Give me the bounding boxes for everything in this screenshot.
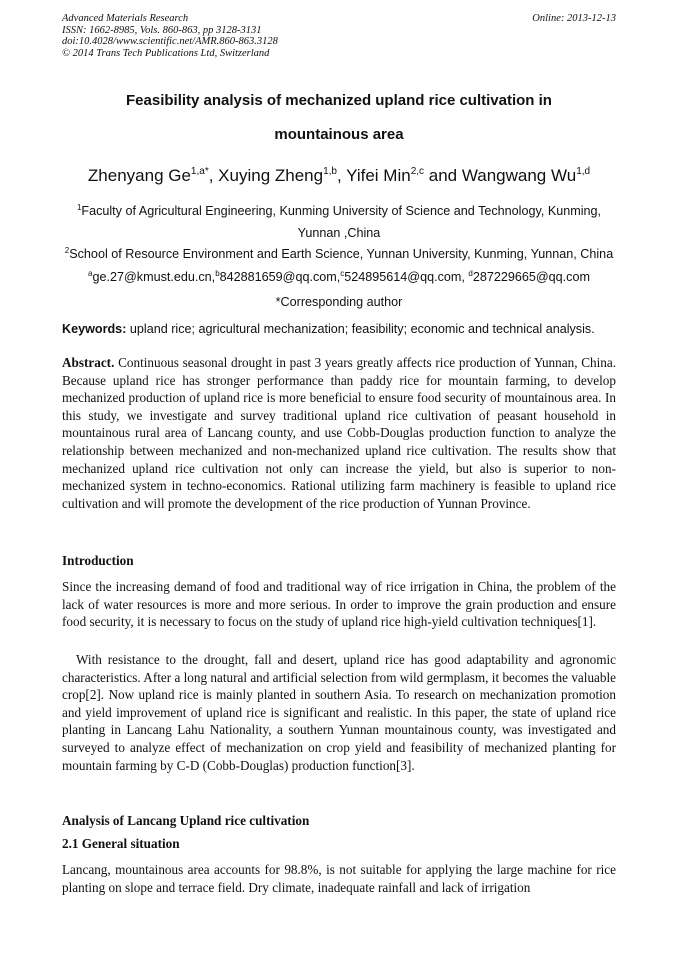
journal-header — [62, 13, 616, 59]
introduction-heading: Introduction — [62, 553, 134, 568]
paper-title-line-2: mountainous area — [274, 126, 404, 143]
affiliation-2 — [62, 243, 616, 265]
journal-issn: ISSN: 1662-8985, Vols. 860-863, pp 3128-3131 — [62, 24, 262, 36]
paper-title-line-1: Feasibility analysis of mechanized upland rice cultivation in — [126, 92, 552, 109]
keywords-text: upland rice; agricultural mechanization; feasibility; economic and technical analysis. — [126, 322, 595, 336]
author-separator: , — [208, 166, 219, 185]
affiliation-1 — [62, 200, 616, 244]
online-date: Online: 2013-12-13 — [532, 13, 616, 24]
email-marker: c — [340, 269, 345, 278]
author-separator: , — [336, 166, 347, 185]
email-marker: b — [215, 269, 220, 278]
abstract-label: Abstract. — [62, 355, 115, 370]
introduction-paragraph-1: Since the increasing demand of food and traditional way of rice irrigation in China, the problem of the lack of water resources is more and more serious. In order to improve the grain production and ensure food security, it is necessary to focus on the study of upland rice high-yield cultivation techniques[1]. — [62, 579, 616, 630]
author-name: Yifei Min — [346, 166, 411, 185]
author-superscript: 2,c — [410, 166, 425, 177]
email-address: 842881659@qq.com, — [219, 270, 341, 284]
author-name: Wangwang Wu — [461, 166, 577, 185]
affiliation-marker: 2 — [64, 246, 70, 255]
email-marker: a — [88, 269, 93, 278]
abstract-text: Continuous seasonal drought in past 3 years greatly affects rice production of Yunnan, China. Because upland rice has stronger performance than paddy rice for mountain farming, to develop mechanized production of upland rice is more beneficial to ensure food security of mountainous area. In this study, we investigate and survey traditional upland rice cultivation of peasant household in mountainous rural area of Lancang county, and use Cobb-Douglas production function to analyze the relationship between mechanized and non-mechanized upland rice cultivation. The results show that mechanized upland rice cultivation not only can increase the yield, but also is superior to non-mechanized system in techno-economics. Rational utilizing farm machinery is feasible to upland rice cultivation and will promote the development of the rice production of Yunnan Province. — [62, 355, 616, 511]
email-address: ge.27@kmust.edu.cn, — [92, 270, 216, 284]
email-address: 524895614@qq.com, — [344, 270, 469, 284]
author-superscript: 1,b — [323, 166, 337, 177]
author-name: Zhenyang Ge — [87, 166, 191, 185]
analysis-heading: Analysis of Lancang Upland rice cultivation — [62, 813, 310, 828]
affiliation-text: Faculty of Agricultural Engineering, Kunming University of Science and Technology, Kunming, Yunnan ,China — [81, 204, 602, 240]
author-name: Xuying Zheng — [218, 166, 324, 185]
introduction-paragraph-2: With resistance to the drought, fall and desert, upland rice has good adaptability and agronomic characteristics. After a long natural and artificial selection from wild germplasm, it becomes the valuable crop[2]. Now upland rice is mainly planted in southern Asia. To research on mechanization promotion and yield improvement of upland rice is significant and realistic. In this paper, the state of upland rice planting in Lancang Lahu Nationality, a southern Yunnan mountainous county, was investigated and surveyed to analyze effect of mechanization on crop yield and feasibility of mechanized planting for mountain farming by C-D (Cobb-Douglas) production function[3]. — [62, 652, 616, 773]
journal-name: Advanced Materials Research — [62, 13, 189, 24]
keywords — [62, 322, 616, 336]
journal-copyright: © 2014 Trans Tech Publications Ltd, Switzerland — [62, 47, 270, 59]
author-superscript: 1,a* — [190, 166, 209, 177]
abstract — [62, 354, 616, 512]
author-list — [40, 166, 638, 186]
email-marker: d — [468, 269, 473, 278]
general-situation-paragraph: Lancang, mountainous area accounts for 98.8%, is not suitable for applying the large machine for rice planting on slope and terrace field. Dry climate, inadequate rainfall and lack of irrigation — [62, 862, 616, 895]
affiliation-text: School of Resource Environment and Earth Science, Yunnan University, Kunming, Yunnan, China — [69, 247, 614, 261]
author-separator: and — [424, 166, 462, 185]
author-emails — [62, 266, 616, 288]
journal-doi: doi:10.4028/www.scientific.net/AMR.860-863.3128 — [62, 36, 278, 47]
corresponding-author-note: *Corresponding author — [275, 295, 403, 309]
keywords-label: Keywords: — [62, 322, 127, 336]
general-situation-heading: 2.1 General situation — [62, 836, 180, 851]
email-address: 287229665@qq.com — [472, 270, 590, 284]
affiliation-marker: 1 — [76, 203, 82, 212]
author-superscript: 1,d — [576, 166, 591, 177]
